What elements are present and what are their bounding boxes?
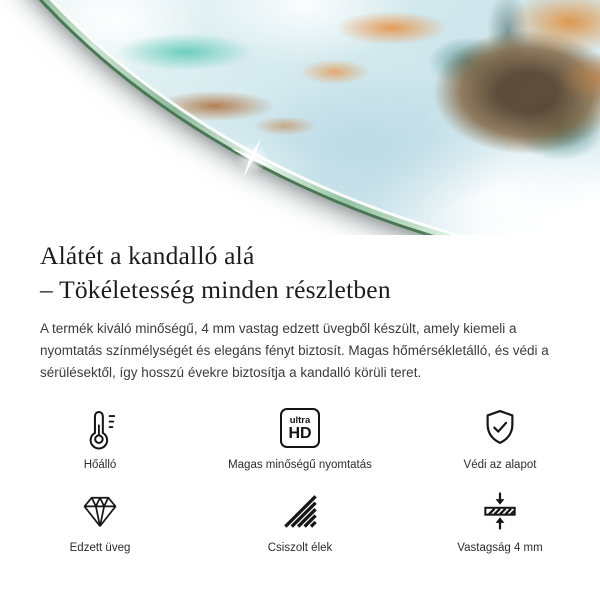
ultra-hd-badge-top: ultra (289, 414, 311, 426)
feature-print-quality (200, 405, 400, 471)
ultra-hd-badge-bottom: HD (288, 424, 312, 442)
feature-heat-resistant (0, 405, 200, 471)
marble-artwork (0, 0, 600, 235)
thermometer-icon (78, 405, 122, 451)
sparkle-glint-icon (225, 131, 279, 185)
feature-label: Magas minőségű nyomtatás (228, 459, 372, 471)
feature-tempered-glass (0, 488, 200, 554)
thickness-icon (478, 488, 522, 534)
diamond-icon (78, 488, 122, 534)
feature-label: Edzett üveg (69, 542, 131, 554)
feature-protects-base (400, 405, 600, 471)
feature-label: Vastagság 4 mm (457, 542, 543, 554)
feature-polished-edges (200, 488, 400, 554)
page-title (40, 239, 560, 307)
product-description: A termék kiváló minőségű, 4 mm vastag edzett üvegből készült, amely kiemeli a nyomtatás színmélységét és elegáns fényt biztosít. Magas hőmérsékletálló, és védi a sérülésektől, így hosszú évekre biztosítja a kandalló körüli teret. (40, 321, 549, 380)
feature-label: Csiszolt élek (267, 542, 333, 554)
ultra-hd-icon (280, 405, 320, 451)
product-hero-image (0, 0, 600, 235)
page-title-line2: – Tökéletesség minden részletben (40, 275, 391, 304)
feature-grid (0, 405, 600, 554)
feature-label: Védi az alapot (463, 459, 537, 471)
feature-thickness (400, 488, 600, 554)
shield-check-icon (478, 405, 522, 451)
feature-label: Hőálló (83, 459, 117, 471)
polished-edges-icon (278, 488, 322, 534)
page-title-line1: Alátét a kandalló alá (40, 241, 255, 270)
